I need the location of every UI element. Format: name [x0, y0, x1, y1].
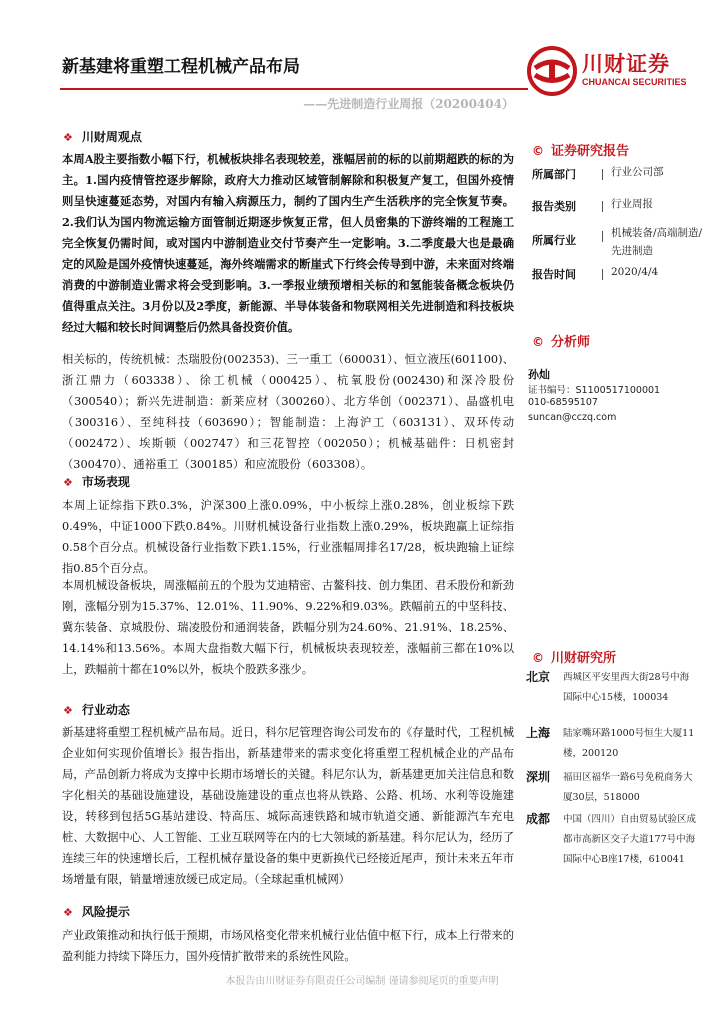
page-subtitle: ——先进制造行业周报（20200404） — [303, 97, 514, 111]
office-city-shanghai: 上海 — [526, 726, 551, 740]
page-title: 新基建将重塑工程机械产品布局 — [62, 57, 300, 77]
section-heading-views — [63, 128, 142, 145]
office-address-shenzhen: 福田区福华一路6号免税商务大厦30层，518000 — [563, 772, 693, 803]
market-paragraph-2: 本周机械设备板块，周涨幅前五的个股为艾迪精密、古鳌科技、创力集团、君禾股份和新劲刚，涨幅分别为15.37%、12.01%、11.90%、9.22%和9.03%。跌幅前五的中坚科技、冀东装备、京城股份、瑞凌股份和通润装备，跌幅分别为24.60%、21.91%、18.25%、14.14%和13.56%。本周大盘指数大幅下行，机械板块表现较差，涨幅前三都在10%以上，跌幅前十都在10%以外，板块个股跌多涨少。 — [62, 579, 514, 676]
info-label-dept: 所属部门 — [532, 168, 576, 181]
logo-name-en: CHUANCAI SECURITIES — [582, 77, 687, 87]
office-address-beijing: 西城区平安里西大街28号中海国际中心15楼，100034 — [563, 672, 690, 703]
sidebar-report-heading — [532, 140, 629, 159]
ring-bullet-icon: © — [532, 651, 544, 665]
diamond-bullet-icon: ❖ — [63, 131, 73, 144]
ring-bullet-icon: © — [532, 144, 544, 158]
diamond-bullet-icon: ❖ — [63, 906, 73, 919]
targets-paragraph: 相关标的，传统机械：杰瑞股份(002353)、三一重工（600031）、恒立液压(601100)、浙江鼎力（603338）、徐工机械（000425）、杭氧股份(002430)和深冷股份（300540）；新兴先进制造：新莱应材（300260）、北方华创（002371）、晶盛机电（300316）、至纯科技（603690）；智能制造：上海沪工（603131）、双环传动（002472）、埃斯顿（002747）和三花智控（002050）；机械基础件：日机密封（300470）、通裕重工（300185）和应流股份（603308）。 — [62, 353, 514, 471]
logo-mark-icon — [527, 46, 577, 96]
info-divider — [602, 201, 603, 212]
diamond-bullet-icon: ❖ — [63, 476, 73, 489]
section-heading-industry — [63, 701, 130, 718]
info-label-industry: 所属行业 — [532, 234, 576, 247]
analyst-cert: 证书编号：S1100517100001 — [528, 385, 661, 396]
office-address-shanghai: 陆家嘴环路1000号恒生大厦11楼，200120 — [563, 728, 695, 759]
section-title: 风险提示 — [81, 905, 130, 919]
info-value-date: 2020/4/4 — [611, 266, 659, 278]
page-footer: 本报告由川财证券有限责任公司编制 谨请参阅尾页的重要声明 — [225, 976, 499, 987]
section-heading-risk — [63, 903, 130, 920]
section-title: 市场表现 — [81, 475, 130, 489]
office-address-chengdu: 中国（四川）自由贸易试验区成都市高新区交子大道177号中海国际中心B座17楼，610041 — [563, 814, 697, 865]
logo-name-cn: 川财证券 — [582, 52, 670, 76]
info-label-date: 报告时间 — [532, 268, 576, 281]
info-value-dept: 行业公司部 — [611, 166, 664, 178]
sidebar-analyst-heading — [532, 331, 590, 350]
section-title: 川财周观点 — [81, 130, 142, 144]
info-label-type: 报告类别 — [532, 200, 576, 213]
analyst-name: 孙灿 — [528, 368, 550, 381]
views-paragraph: 本周A股主要指数小幅下行，机械板块排名表现较差，涨幅居前的标的以前期超跌的标的为主。1.国内疫情管控逐步解除，政府大力推动区域管制解除和积极复产复工，但国外疫情则呈快速蔓延态势，对国内有输入病源压力，制约了国内生产生活秩序的完全恢复节奏。2.我们认为国内物流运输方面管制近期逐步恢复正常，但人员密集的下游终端的工程施工完全恢复仍需时间，或对国内中游制造业交付节奏产生一定影响。3.二季度最大也是最确定的风险是国外疫情快速蔓延，海外终端需求的断崖式下行终会传导到中游，未来面对终端消费的中游制造业需求将会受到影响。3.一季报业绩预增相关标的和氢能装备概念板块仍值得重点关注。3月份以及2季度，新能源、半导体装备和物联网相关先进制造和科技板块经过大幅和较长时间调整后仍然具备投资价值。 — [62, 152, 514, 334]
analyst-email[interactable]: suncan@cczq.com — [528, 412, 617, 423]
info-value-industry: 机械装备/高端制造/先进制造 — [611, 227, 703, 257]
ring-bullet-icon: © — [532, 335, 544, 349]
info-divider — [602, 169, 603, 180]
company-logo — [527, 42, 697, 102]
office-city-chengdu: 成都 — [526, 812, 551, 826]
info-divider — [602, 231, 603, 242]
industry-paragraph: 新基建将重塑工程机械产品布局。近日，科尔尼管理咨询公司发布的《存量时代，工程机械企业如何实现价值增长》报告指出，新基建带来的需求变化将重塑工程机械企业的产品布局，产品创新力将成为支撑中长期市场增长的关键。科尼尔认为，新基建更加关注信息和数字化相关的基础设施建设，基础设施建设的重点也将从铁路、公路、机场、水利等设施建设，转移到包括5G基站建设、特高压、城际高速铁路和城市轨道交通、新能源汽车充电桩、大数据中心、人工智能、工业互联网等在内的七大领域的新基建。科尔尼认为，经历了连续三年的快速增长后，工程机械存量设备的集中更新换代已经接近尾声，预计未来五年市场增量有限，销量增速放缓已成定局。（全球起重机械网） — [62, 726, 514, 886]
info-divider — [602, 269, 603, 280]
analyst-phone: 010-68595107 — [528, 397, 598, 408]
diamond-bullet-icon: ❖ — [63, 704, 73, 717]
office-city-beijing: 北京 — [526, 670, 551, 684]
section-heading-market — [63, 473, 130, 490]
sidebar-heading-text: 证券研究报告 — [551, 144, 630, 159]
info-value-type: 行业周报 — [611, 198, 653, 210]
section-title: 行业动态 — [81, 703, 130, 717]
sidebar-institute-heading — [532, 647, 616, 666]
sidebar-heading-text: 川财研究所 — [551, 651, 617, 666]
market-paragraph-1: 本周上证综指下跌0.3%，沪深300上涨0.09%，中小板综上涨0.28%，创业板综下跌0.49%，中证1000下跌0.84%。川财机械设备行业指数上涨0.29%，板块跑赢上证综指0.58个百分点。机械设备行业指数下跌1.15%，行业涨幅周排名17/28，板块跑输上证综指0.85个百分点。 — [62, 499, 514, 575]
header-divider — [60, 88, 528, 90]
sidebar-heading-text: 分析师 — [551, 335, 591, 350]
risk-paragraph: 产业政策推动和执行低于预期，市场风格变化带来机械行业估值中枢下行，成本上行带来的盈利能力持续下降压力，国外疫情扩散带来的系统性风险。 — [62, 929, 514, 963]
office-city-shenzhen: 深圳 — [526, 770, 551, 784]
